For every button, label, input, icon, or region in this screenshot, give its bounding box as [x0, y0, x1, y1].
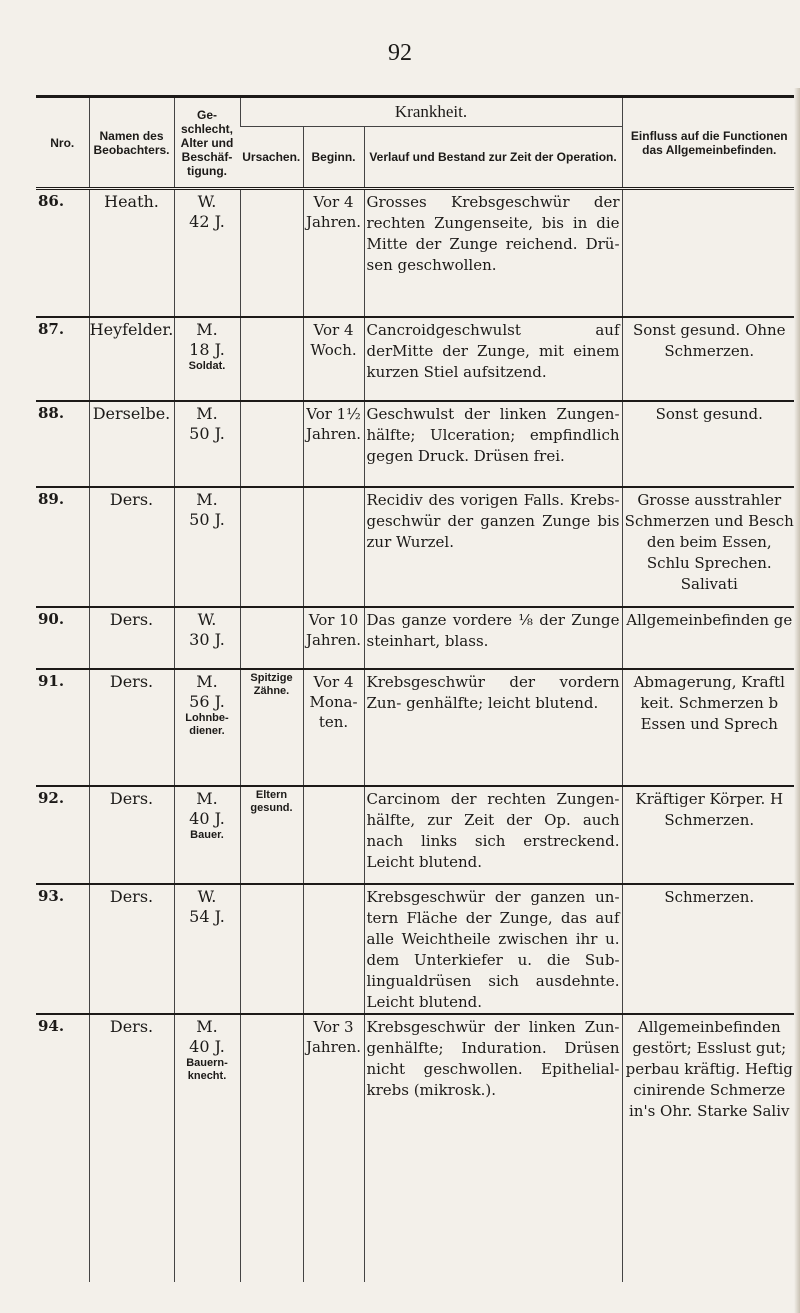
- header-name: Namen des Beobachters.: [89, 97, 174, 189]
- effect-on-functions: [625, 190, 795, 192]
- patient-age: 50 J.: [189, 423, 225, 443]
- patient-age: 54 J.: [189, 906, 225, 926]
- header-course: Verlauf und Bestand zur Zeit der Operation.: [364, 127, 622, 189]
- patient-occupation: Soldat.: [188, 359, 226, 372]
- observer-name: Heyfelder.: [89, 319, 174, 339]
- cause: [241, 885, 303, 887]
- table-row: [36, 401, 796, 487]
- observer-name: Ders.: [109, 671, 154, 691]
- effect-on-functions: Kräftiger Körper. H Schmerzen.: [635, 789, 784, 829]
- patient-age: 30 J.: [189, 629, 225, 649]
- observer-name: Derselbe.: [92, 403, 171, 423]
- cause: Spitzige Zähne.: [250, 671, 293, 697]
- patient-age: 56 J.: [189, 691, 225, 711]
- table-row: [36, 317, 796, 401]
- patient-age: 40 J.: [189, 1036, 225, 1056]
- effect-on-functions: Allgemeinbefinden ge: [626, 610, 793, 629]
- onset: Vor 10 Jahren.: [305, 610, 362, 649]
- case-number: 93.: [38, 886, 65, 905]
- patient-sex: M.: [196, 671, 218, 691]
- effect-on-functions: Abmagerung, Kraftl keit. Schmerzen b Essen und Sprech: [633, 672, 785, 733]
- effect-on-functions: Sonst gesund. Ohne Schmerzen.: [632, 320, 786, 360]
- cause: [241, 1015, 303, 1017]
- patient-age: 42 J.: [189, 212, 225, 231]
- patient-age: 40 J.: [189, 808, 225, 828]
- course-description: Geschwulst der linken Zungen- hälfte; Ulceration; empfindlich gegen Druck. Drüsen frei.: [366, 404, 620, 465]
- table-row: [36, 884, 796, 1014]
- effect-on-functions: Grosse ausstrahler Schmerzen und Besch den beim Essen, Schlu Sprechen. Salivati: [624, 490, 794, 593]
- onset: Vor 3 Jahren.: [305, 1017, 362, 1056]
- table-row: [36, 786, 796, 884]
- onset: [304, 488, 364, 490]
- observer-name: Ders.: [109, 886, 154, 906]
- onset: [304, 885, 364, 887]
- patient-sex: M.: [196, 1016, 218, 1036]
- course-description: Krebsgeschwür der ganzen un- tern Fläche der Zunge, das auf alle Weichtheile zwischen ihr u. dem Unterkiefer u. die Sub- lingualdrüsen sich ausdehnte. Leicht blutend.: [366, 887, 620, 1011]
- cause: [241, 608, 303, 610]
- effect-on-functions: Schmerzen.: [664, 887, 755, 906]
- observer-name: Ders.: [109, 1016, 154, 1036]
- case-number: 94.: [38, 1016, 65, 1035]
- table-row: [36, 487, 796, 607]
- header-cause: Ursachen.: [240, 127, 303, 189]
- header-illness: Krankheit.: [240, 97, 622, 127]
- onset: Vor 4 Mona- ten.: [309, 672, 358, 731]
- header-effect: Einfluss auf die Functionen das Allgemeinbefinden.: [622, 97, 796, 189]
- patient-sex: M.: [196, 319, 218, 339]
- table-row: [36, 189, 796, 317]
- table-row: [36, 1014, 796, 1282]
- case-number: 90.: [38, 609, 65, 628]
- patient-sex: W.: [197, 192, 217, 211]
- case-number: 88.: [38, 403, 65, 422]
- onset: Vor 1½ Jahren.: [305, 404, 362, 443]
- effect-on-functions: Allgemeinbefinden gestört; Esslust gut; perbau kräftig. Heftig cinirende Schmerze in's Ohr. Starke Saliv: [625, 1017, 793, 1120]
- case-number: 87.: [38, 319, 65, 338]
- case-table: [36, 95, 796, 1282]
- onset: [304, 787, 364, 789]
- patient-occupation: Bauer.: [190, 828, 224, 841]
- observer-name: Ders.: [109, 788, 154, 808]
- observer-name: Ders.: [109, 489, 154, 509]
- observer-name: Ders.: [109, 609, 154, 629]
- cause: [241, 318, 303, 320]
- patient-sex: W.: [197, 886, 217, 906]
- patient-sex: M.: [196, 403, 218, 423]
- header-nr: Nro.: [36, 97, 89, 189]
- case-number: 92.: [38, 788, 65, 807]
- page-number: 92: [388, 40, 412, 66]
- course-description: Krebsgeschwür der linken Zun- genhälfte; Induration. Drüsen nicht geschwollen. Epithelial- krebs (mikrosk.).: [366, 1017, 620, 1099]
- header-begin: Beginn.: [303, 127, 364, 189]
- onset: Vor 4 Woch.: [310, 320, 357, 359]
- cause: [241, 488, 303, 490]
- case-number: 86.: [38, 192, 65, 210]
- cause: Eltern gesund.: [250, 788, 293, 814]
- patient-sex: W.: [197, 609, 217, 629]
- course-description: Cancroidgeschwulst auf derMitte der Zunge, mit einem kurzen Stiel aufsitzend.: [366, 320, 620, 381]
- header-sex-age-occupation: Ge- schlecht, Alter und Beschäf- tigung.: [174, 97, 240, 189]
- course-description: Krebsgeschwür der vordern Zun- genhälfte; leicht blutend.: [366, 672, 620, 712]
- cause: [241, 190, 303, 192]
- table-row: [36, 669, 796, 786]
- observer-name: Heath.: [104, 192, 159, 211]
- case-number: 91.: [38, 671, 65, 690]
- effect-on-functions: Sonst gesund.: [655, 404, 763, 423]
- course-description: Recidiv des vorigen Falls. Krebs- geschwür der ganzen Zunge bis zur Wurzel.: [366, 490, 620, 551]
- onset: Vor 4 Jahren.: [305, 193, 362, 231]
- case-number: 89.: [38, 489, 65, 508]
- course-description: Carcinom der rechten Zungen- hälfte, zur Zeit der Op. auch nach links sich erstreckend. Leicht blutend.: [366, 789, 620, 871]
- page-edge-shadow: [794, 88, 800, 1313]
- patient-age: 50 J.: [189, 509, 225, 529]
- course-description: Das ganze vordere ⅛ der Zunge steinhart, blass.: [366, 610, 620, 650]
- patient-age: 18 J.: [189, 339, 225, 359]
- patient-sex: M.: [196, 788, 218, 808]
- patient-occupation: Lohnbe- diener.: [185, 711, 229, 737]
- patient-sex: M.: [196, 489, 218, 509]
- course-description: Grosses Krebsgeschwür der rechten Zungenseite, bis in die Mitte der Zunge reichend. Drü- sen geschwollen.: [366, 193, 620, 274]
- cause: [241, 402, 303, 404]
- table-row: [36, 607, 796, 669]
- patient-occupation: Bauern- knecht.: [186, 1056, 228, 1082]
